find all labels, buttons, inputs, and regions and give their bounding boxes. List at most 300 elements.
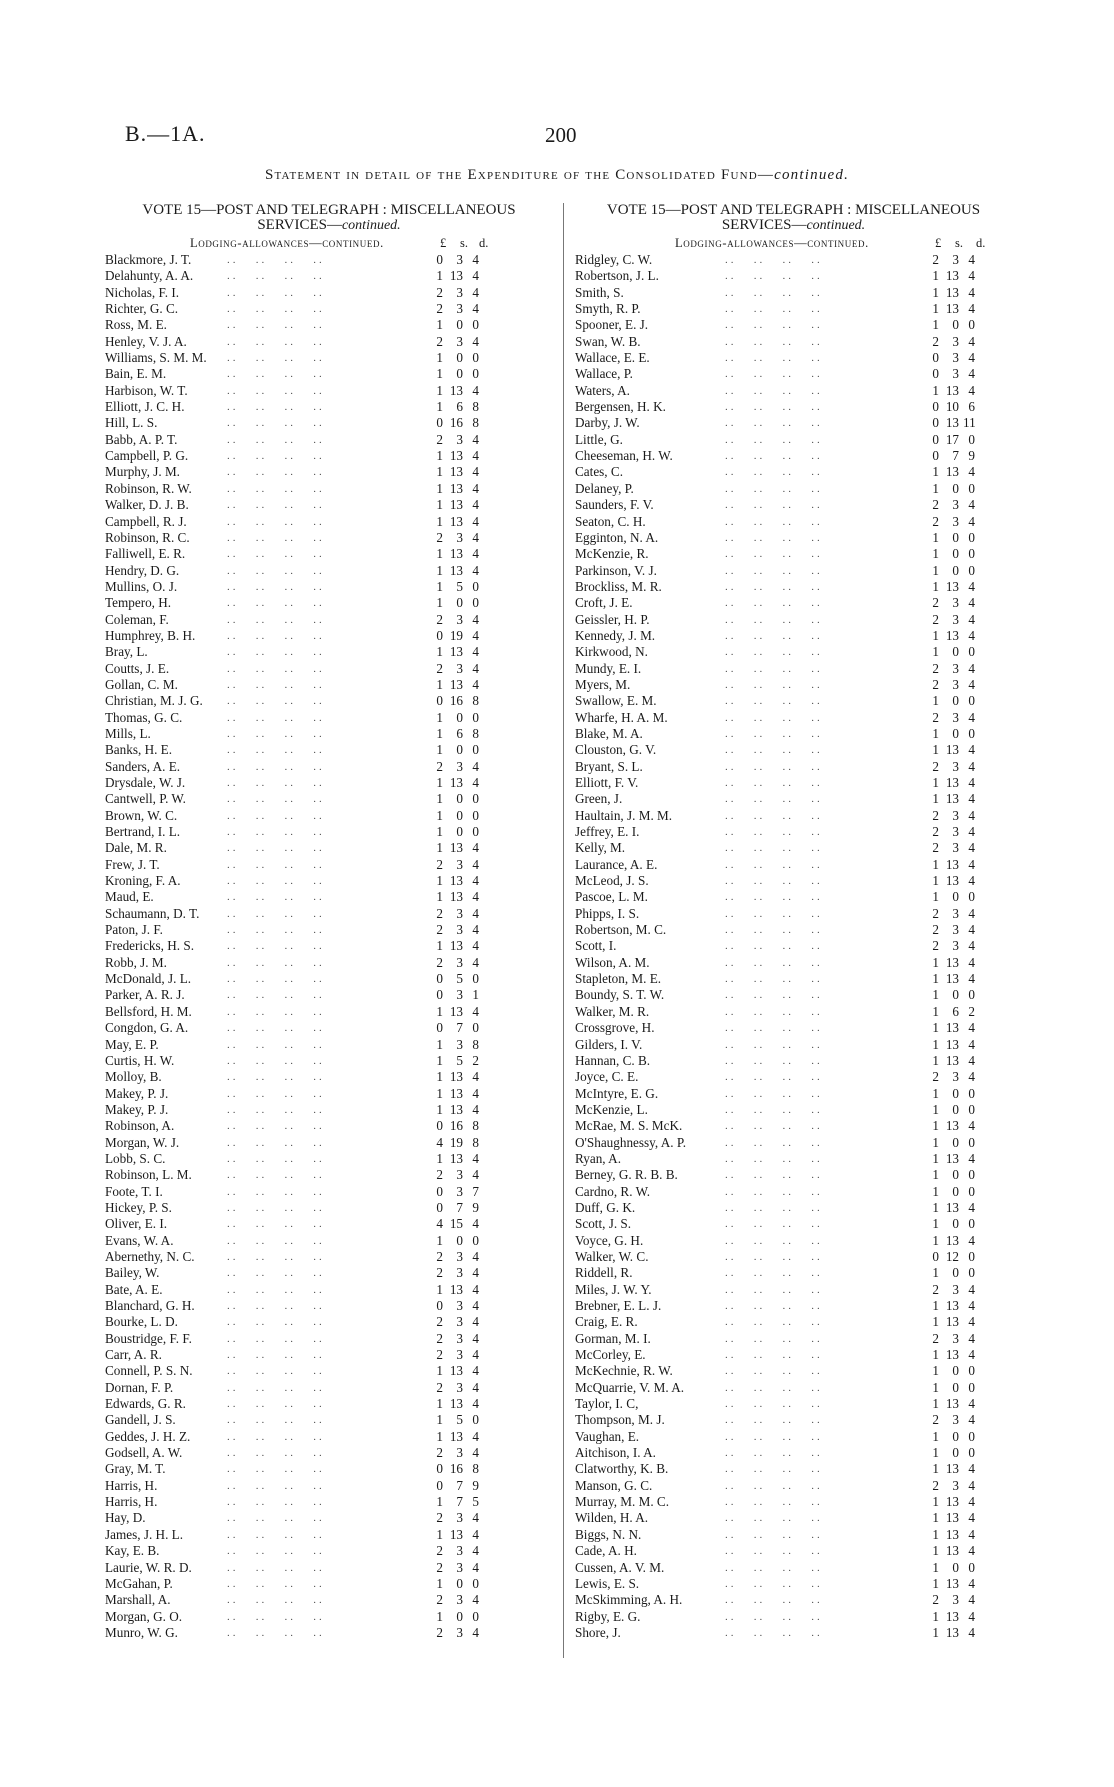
payee-name: Kay, E. B. <box>105 1543 160 1559</box>
shillings-value: 13 <box>449 1085 463 1101</box>
table-row <box>95 1314 563 1330</box>
shillings-value: 13 <box>449 873 463 889</box>
shillings-value: 3 <box>456 1559 463 1575</box>
table-row <box>565 1314 1022 1330</box>
pence-value: 4 <box>472 1624 479 1640</box>
table-row <box>565 399 1022 415</box>
pounds-value: 2 <box>436 1510 443 1526</box>
leader-dots: .. .. .. .. <box>227 629 325 642</box>
table-row <box>565 824 1022 840</box>
table-row <box>565 1592 1022 1608</box>
pence-value: 0 <box>968 1183 975 1199</box>
leader-dots: .. .. .. .. <box>227 1005 325 1018</box>
table-row <box>95 1167 563 1183</box>
leader-dots: .. .. .. .. <box>725 1463 823 1476</box>
left-vote-services: SERVICES— <box>257 217 342 233</box>
pounds-value: 1 <box>932 1298 939 1313</box>
pounds-value: 1 <box>932 1428 939 1444</box>
pence-value: 4 <box>968 938 975 954</box>
pence-value: 4 <box>968 1494 975 1510</box>
shillings-value: 3 <box>456 1036 463 1052</box>
table-row <box>95 987 563 1003</box>
pence-value: 4 <box>472 758 479 774</box>
pence-value: 4 <box>472 1559 479 1575</box>
pounds-value: 1 <box>436 1085 443 1101</box>
payee-name: McSkimming, A. H. <box>575 1592 683 1608</box>
pounds-value: 2 <box>932 252 939 267</box>
pence-value: 4 <box>472 1314 479 1330</box>
pence-value: 0 <box>968 1379 975 1395</box>
leader-dots: .. .. .. .. <box>227 303 325 316</box>
shillings-value: 3 <box>456 284 463 300</box>
shillings-value: 13 <box>449 1428 463 1444</box>
pounds-value: 0 <box>436 252 443 267</box>
pence-value: 4 <box>968 791 975 807</box>
table-row <box>565 971 1022 987</box>
table-row <box>565 775 1022 791</box>
table-row <box>565 726 1022 742</box>
pounds-value: 1 <box>932 1020 939 1036</box>
leader-dots: .. .. .. .. <box>227 286 325 299</box>
pence-value: 4 <box>472 1085 479 1101</box>
shillings-value: 3 <box>456 905 463 921</box>
pounds-value: 1 <box>436 709 443 725</box>
table-row <box>565 514 1022 530</box>
shillings-value: 16 <box>449 693 463 709</box>
pounds-value: 1 <box>932 1494 939 1510</box>
pence-value: 4 <box>472 1592 479 1608</box>
pounds-value: 1 <box>932 578 939 594</box>
shillings-value: 3 <box>456 1592 463 1608</box>
table-row <box>565 677 1022 693</box>
pence-value: 0 <box>968 1167 975 1183</box>
table-row <box>95 742 563 758</box>
payee-name: Williams, S. M. M. <box>105 350 207 366</box>
shillings-value: 3 <box>952 938 959 954</box>
pounds-value: 1 <box>932 1608 939 1624</box>
pence-value: 2 <box>472 1052 479 1068</box>
payee-name: Gray, M. T. <box>105 1461 166 1477</box>
pounds-value: 2 <box>932 497 939 513</box>
leader-dots: .. .. .. .. <box>725 1087 823 1100</box>
payee-name: Robinson, R. C. <box>105 529 190 545</box>
pounds-value: 2 <box>932 807 939 823</box>
table-row <box>95 1216 563 1232</box>
payee-name: Carr, A. R. <box>105 1347 162 1363</box>
payee-name: Brown, W. C. <box>105 807 178 823</box>
pounds-value: 0 <box>436 1298 443 1313</box>
payee-name: Parkinson, V. J. <box>575 562 657 578</box>
table-row <box>95 1560 563 1576</box>
pence-value: 4 <box>472 284 479 300</box>
table-row <box>95 710 563 726</box>
leader-dots: .. .. .. .. <box>725 1528 823 1541</box>
leader-dots: .. .. .. .. <box>725 1610 823 1623</box>
shillings-value: 3 <box>952 676 959 692</box>
table-row <box>565 1053 1022 1069</box>
payee-name: McQuarrie, V. M. A. <box>575 1379 685 1395</box>
pence-value: 0 <box>472 1232 479 1248</box>
pence-value: 4 <box>472 529 479 545</box>
table-row <box>95 759 563 775</box>
leader-dots: .. .. .. .. <box>725 548 823 561</box>
pounds-value: 1 <box>932 1510 939 1526</box>
shillings-value: 3 <box>952 905 959 921</box>
table-row <box>95 317 563 333</box>
pence-value: 0 <box>472 971 479 987</box>
payee-name: Curtis, H. W. <box>105 1052 175 1068</box>
shillings-value: 0 <box>952 562 959 578</box>
payee-name: Murray, M. M. C. <box>575 1494 670 1510</box>
table-row <box>565 1494 1022 1510</box>
leader-dots: .. .. .. .. <box>725 1234 823 1247</box>
pence-value: 4 <box>968 1118 975 1134</box>
pounds-value: 1 <box>932 1559 939 1575</box>
pounds-value: 1 <box>436 676 443 692</box>
pounds-value: 0 <box>932 431 939 447</box>
table-row <box>95 415 563 431</box>
pounds-value: 1 <box>932 1134 939 1150</box>
leader-dots: .. .. .. .. <box>725 907 823 920</box>
pence-value: 4 <box>472 1248 479 1264</box>
pounds-value: 1 <box>436 644 443 660</box>
payee-name: Laurance, A. E. <box>575 856 658 872</box>
payee-name: Mills, L. <box>105 725 151 741</box>
table-row <box>565 563 1022 579</box>
pence-value: 1 <box>472 987 479 1003</box>
leader-dots: .. .. .. .. <box>725 1201 823 1214</box>
payee-name: May, E. P. <box>105 1036 159 1052</box>
pence-value: 0 <box>472 709 479 725</box>
leader-dots: .. .. .. .. <box>227 1071 325 1084</box>
table-row <box>565 889 1022 905</box>
pounds-value: 1 <box>436 873 443 889</box>
table-row <box>565 1265 1022 1281</box>
table-row <box>95 1184 563 1200</box>
shillings-value: 0 <box>952 987 959 1003</box>
statement-title <box>0 167 1114 184</box>
payee-name: Cussen, A. V. M. <box>575 1559 665 1575</box>
shillings-value: 13 <box>945 1494 959 1510</box>
leader-dots: .. .. .. .. <box>227 1283 325 1296</box>
leader-dots: .. .. .. .. <box>725 842 823 855</box>
pounds-value: 4 <box>436 1216 443 1232</box>
leader-dots: .. .. .. .. <box>725 1022 823 1035</box>
payee-name: Walker, D. J. B. <box>105 497 189 513</box>
table-row <box>565 415 1022 431</box>
pounds-value: 1 <box>932 284 939 300</box>
shillings-value: 3 <box>952 595 959 611</box>
pounds-value: 1 <box>932 889 939 905</box>
table-row <box>565 579 1022 595</box>
leader-dots: .. .. .. .. <box>725 613 823 626</box>
table-row <box>95 1363 563 1379</box>
pence-value: 4 <box>968 1412 975 1428</box>
table-row <box>95 693 563 709</box>
pence-value: 4 <box>472 644 479 660</box>
payee-name: Scott, I. <box>575 938 617 954</box>
payee-name: Humphrey, B. H. <box>105 627 196 643</box>
payee-name: Gilders, I. V. <box>575 1036 643 1052</box>
leader-dots: .. .. .. .. <box>227 907 325 920</box>
payee-name: Blackmore, J. T. <box>105 252 192 267</box>
pounds-value: 2 <box>932 611 939 627</box>
leader-dots: .. .. .. .. <box>227 1463 325 1476</box>
leader-dots: .. .. .. .. <box>227 875 325 888</box>
payee-name: Waters, A. <box>575 382 630 398</box>
pence-value: 4 <box>968 1020 975 1036</box>
table-row <box>95 448 563 464</box>
payee-name: Henley, V. J. A. <box>105 333 187 349</box>
table-row <box>95 1298 563 1314</box>
table-row <box>95 1380 563 1396</box>
leader-dots: .. .. .. .. <box>725 384 823 397</box>
table-row <box>95 1037 563 1053</box>
pounds-value: 2 <box>932 758 939 774</box>
pounds-value: 4 <box>436 1134 443 1150</box>
pence-value: 4 <box>968 1052 975 1068</box>
pounds-value: 1 <box>436 350 443 366</box>
payee-name: Miles, J. W. Y. <box>575 1281 652 1297</box>
shillings-value: 16 <box>449 1118 463 1134</box>
pence-value: 4 <box>472 660 479 676</box>
leader-dots: .. .. .. .. <box>725 531 823 544</box>
shillings-value: 3 <box>456 1265 463 1281</box>
shillings-value: 3 <box>456 1543 463 1559</box>
payee-name: Richter, G. C. <box>105 301 179 317</box>
payee-name: Nicholas, F. I. <box>105 284 180 300</box>
table-row <box>565 1216 1022 1232</box>
leader-dots: .. .. .. .. <box>227 352 325 365</box>
table-row <box>565 334 1022 350</box>
pence-value: 0 <box>472 807 479 823</box>
shillings-value: 17 <box>945 431 959 447</box>
payee-name: Congdon, G. A. <box>105 1020 189 1036</box>
table-row <box>95 791 563 807</box>
table-row <box>95 252 563 268</box>
left-shilling-header: s. <box>460 236 468 250</box>
pounds-value: 2 <box>932 709 939 725</box>
payee-name: McKenzie, R. <box>575 546 649 562</box>
shillings-value: 3 <box>456 1183 463 1199</box>
pence-value: 4 <box>968 840 975 856</box>
pence-value: 4 <box>968 1199 975 1215</box>
leader-dots: .. .. .. .. <box>725 1626 823 1639</box>
shillings-value: 0 <box>952 1101 959 1117</box>
leader-dots: .. .. .. .. <box>227 956 325 969</box>
payee-name: Munro, W. G. <box>105 1624 178 1640</box>
shillings-value: 3 <box>952 333 959 349</box>
leader-dots: .. .. .. .. <box>227 1136 325 1149</box>
pounds-value: 1 <box>932 1575 939 1591</box>
pence-value: 4 <box>472 1330 479 1346</box>
leader-dots: .. .. .. .. <box>227 940 325 953</box>
payee-name: Wharfe, H. A. M. <box>575 709 668 725</box>
pounds-value: 1 <box>436 742 443 758</box>
leader-dots: .. .. .. .. <box>227 450 325 463</box>
pence-value: 2 <box>968 1003 975 1019</box>
leader-dots: .. .. .. .. <box>725 1512 823 1525</box>
payee-name: Wilson, A. M. <box>575 954 650 970</box>
shillings-value: 3 <box>952 1592 959 1608</box>
table-row <box>95 399 563 415</box>
pounds-value: 0 <box>436 1183 443 1199</box>
pounds-value: 2 <box>436 758 443 774</box>
pence-value: 4 <box>968 1036 975 1052</box>
payee-name: Harbison, W. T. <box>105 382 188 398</box>
leader-dots: .. .. .. .. <box>725 303 823 316</box>
pence-value: 4 <box>472 905 479 921</box>
shillings-value: 0 <box>456 742 463 758</box>
table-row <box>95 1396 563 1412</box>
pence-value: 4 <box>472 889 479 905</box>
shillings-value: 0 <box>952 644 959 660</box>
table-row <box>95 1478 563 1494</box>
pounds-value: 1 <box>436 480 443 496</box>
leader-dots: .. .. .. .. <box>227 1332 325 1345</box>
table-row <box>95 1445 563 1461</box>
table-row <box>565 1609 1022 1625</box>
pounds-value: 1 <box>436 1412 443 1428</box>
shillings-value: 0 <box>952 1379 959 1395</box>
statement-continued: continued. <box>774 167 850 183</box>
leader-dots: .. .. .. .. <box>725 597 823 610</box>
payee-name: Voyce, G. H. <box>575 1232 644 1248</box>
table-row <box>565 693 1022 709</box>
table-row <box>565 1412 1022 1428</box>
shillings-value: 13 <box>945 464 959 480</box>
pounds-value: 2 <box>436 954 443 970</box>
pounds-value: 1 <box>436 317 443 333</box>
table-row <box>95 775 563 791</box>
shillings-value: 0 <box>952 1265 959 1281</box>
shillings-value: 13 <box>449 1396 463 1412</box>
leader-dots: .. .. .. .. <box>227 254 325 266</box>
pounds-value: 1 <box>436 464 443 480</box>
shillings-value: 0 <box>456 791 463 807</box>
leader-dots: .. .. .. .. <box>725 580 823 593</box>
table-row <box>565 1167 1022 1183</box>
table-row <box>95 1086 563 1102</box>
leader-dots: .. .. .. .. <box>725 1577 823 1590</box>
shillings-value: 13 <box>449 546 463 562</box>
payee-name: Kennedy, J. M. <box>575 627 656 643</box>
leader-dots: .. .. .. .. <box>227 1447 325 1460</box>
pence-value: 8 <box>472 1036 479 1052</box>
pounds-value: 1 <box>932 529 939 545</box>
leader-dots: .. .. .. .. <box>227 1218 325 1231</box>
shillings-value: 13 <box>945 301 959 317</box>
payee-name: Riddell, R. <box>575 1265 633 1281</box>
shillings-value: 3 <box>952 758 959 774</box>
pence-value: 4 <box>968 807 975 823</box>
pence-value: 0 <box>968 1559 975 1575</box>
leader-dots: .. .. .. .. <box>725 777 823 789</box>
payee-name: Tempero, H. <box>105 595 172 611</box>
pence-value: 4 <box>968 1298 975 1313</box>
leader-dots: .. .. .. .. <box>227 1365 325 1378</box>
leader-dots: .. .. .. .. <box>725 1120 823 1133</box>
table-row <box>95 1233 563 1249</box>
pence-value: 0 <box>472 824 479 840</box>
leader-dots: .. .. .. .. <box>725 1283 823 1296</box>
shillings-value: 3 <box>456 431 463 447</box>
pence-value: 4 <box>968 333 975 349</box>
shillings-value: 0 <box>952 1216 959 1232</box>
shillings-value: 3 <box>456 954 463 970</box>
leader-dots: .. .. .. .. <box>227 597 325 610</box>
leader-dots: .. .. .. .. <box>227 1201 325 1214</box>
leader-dots: .. .. .. .. <box>227 826 325 839</box>
payee-name: Dornan, F. P. <box>105 1379 174 1395</box>
pence-value: 4 <box>968 611 975 627</box>
shillings-value: 13 <box>449 1363 463 1379</box>
shillings-value: 3 <box>456 1314 463 1330</box>
table-row <box>565 1102 1022 1118</box>
payee-name: Thompson, M. J. <box>575 1412 665 1428</box>
pence-value: 4 <box>968 284 975 300</box>
leader-dots: .. .. .. .. <box>725 319 823 332</box>
pounds-value: 2 <box>436 284 443 300</box>
payee-name: Cardno, R. W. <box>575 1183 651 1199</box>
pence-value: 4 <box>968 595 975 611</box>
payee-name: Godsell, A. W. <box>105 1445 183 1461</box>
leader-dots: .. .. .. .. <box>725 466 823 479</box>
pounds-value: 1 <box>436 513 443 529</box>
table-row <box>95 1625 563 1641</box>
table-row <box>565 1282 1022 1298</box>
leader-dots: .. .. .. .. <box>227 1316 325 1329</box>
table-row <box>565 1461 1022 1477</box>
leader-dots: .. .. .. .. <box>227 973 325 986</box>
leader-dots: .. .. .. .. <box>725 1152 823 1165</box>
page-number: 200 <box>545 123 577 147</box>
shillings-value: 13 <box>945 627 959 643</box>
leader-dots: .. .. .. .. <box>725 1447 823 1460</box>
pence-value: 0 <box>472 1608 479 1624</box>
pence-value: 4 <box>472 840 479 856</box>
shillings-value: 0 <box>952 317 959 333</box>
pounds-value: 1 <box>932 1314 939 1330</box>
payee-name: Christian, M. J. G. <box>105 693 203 709</box>
table-row <box>565 644 1022 660</box>
pounds-value: 2 <box>436 856 443 872</box>
payee-name: Ryan, A. <box>575 1150 621 1166</box>
shillings-value: 13 <box>449 889 463 905</box>
shillings-value: 3 <box>952 513 959 529</box>
leader-dots: .. .. .. .. <box>227 1528 325 1541</box>
table-row <box>95 922 563 938</box>
pounds-value: 2 <box>436 431 443 447</box>
pence-value: 4 <box>968 1477 975 1493</box>
pounds-value: 2 <box>932 513 939 529</box>
payee-name: Brebner, E. L. J. <box>575 1298 662 1313</box>
pounds-value: 1 <box>436 807 443 823</box>
pounds-value: 1 <box>932 480 939 496</box>
leader-dots: .. .. .. .. <box>227 433 325 446</box>
table-row <box>95 1510 563 1526</box>
payee-name: Boundy, S. T. W. <box>575 987 665 1003</box>
table-row <box>565 1380 1022 1396</box>
shillings-value: 13 <box>945 1150 959 1166</box>
pence-value: 4 <box>968 464 975 480</box>
table-row <box>95 726 563 742</box>
left-vote-line1: VOTE 15—POST AND TELEGRAPH : MISCELLANEOUS <box>142 202 516 218</box>
pounds-value: 1 <box>932 1396 939 1412</box>
leader-dots: .. .. .. .. <box>227 1152 325 1165</box>
pence-value: 4 <box>472 1298 479 1313</box>
payee-name: Wallace, E. E. <box>575 350 650 366</box>
